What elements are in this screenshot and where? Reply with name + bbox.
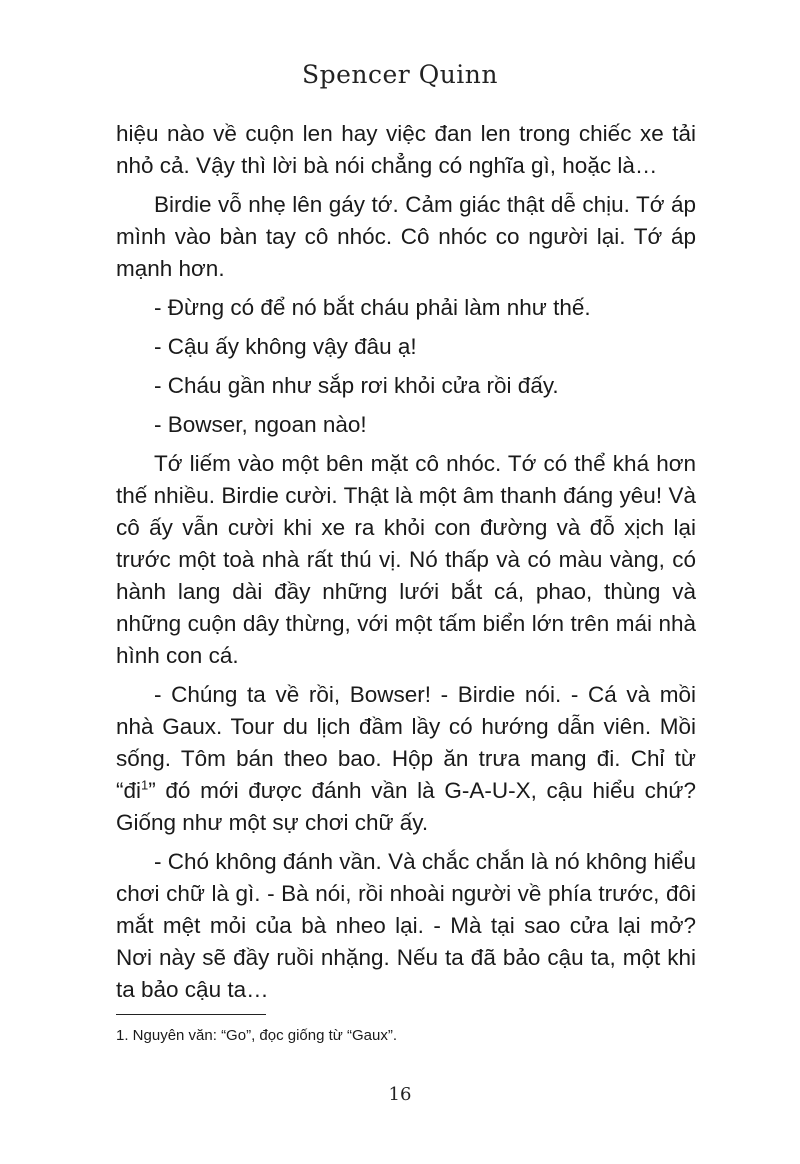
dialogue-line: - Cậu ấy không vậy đâu ạ! — [154, 334, 417, 359]
paragraph: Tớ liếm vào một bên mặt cô nhóc. Tớ có thể khá hơn thế nhiều. Birdie cười. Thật là một âm thanh đáng yêu! Và cô ấy vẫn cười khi xe ra khỏi con đường và đỗ xịch lại trước một toà nhà rất thú vị. Nó thấp và có màu vàng, có hành lang dài đầy những lưới bắt cá, phao, thùng và những cuộn dây thừng, với một tấm biển lớn trên mái nhà hình con cá. — [116, 451, 696, 668]
footnote: 1. Nguyên văn: “Go”, đọc giống từ “Gaux”. — [116, 1027, 398, 1044]
dialogue-line: - Cháu gần như sắp rơi khỏi cửa rồi đấy. — [154, 373, 559, 398]
running-head-title: Spencer Quinn — [301, 60, 498, 89]
paragraph: - Chó không đánh vần. Và chắc chắn là nó không hiểu chơi chữ là gì. - Bà nói, rồi nhoài người về phía trước, đôi mắt mệt mỏi của bà nheo lại. - Mà tại sao cửa lại mở? Nơi này sẽ đầy ruồi nhặng. Nếu ta đã bảo cậu ta, một khi ta bảo cậu ta… — [116, 849, 696, 1002]
paragraph-text-part: ” đó mới được đánh vần là G-A-U-X, cậu hiểu chứ? Giống như một sự chơi chữ ấy. — [116, 778, 696, 835]
dialogue-line: - Đừng có để nó bắt cháu phải làm như thế. — [154, 295, 591, 320]
paragraph-continuation: hiệu nào về cuộn len hay việc đan len trong chiếc xe tải nhỏ cả. Vậy thì lời bà nói chẳng có nghĩa gì, hoặc là… — [116, 121, 696, 178]
dialogue-line: - Bowser, ngoan nào! — [154, 412, 367, 437]
footnote-reference: 1 — [141, 777, 149, 793]
body-text — [116, 118, 696, 1013]
paragraph-text-part: - Chúng ta về rồi, Bowser! - Birdie nói. - Cá và mồi nhà Gaux. Tour du lịch đầm lầy có hướng dẫn viên. Mồi sống. Tôm bán theo bao. Hộp ăn trưa mang đi. Chỉ từ “đi — [116, 682, 696, 803]
paragraph-with-footnote-mark — [116, 679, 696, 839]
page-number: 16 — [388, 1084, 412, 1105]
paragraph: Birdie vỗ nhẹ lên gáy tớ. Cảm giác thật dễ chịu. Tớ áp mình vào bàn tay cô nhóc. Cô nhóc co người lại. Tớ áp mạnh hơn. — [116, 192, 696, 281]
footnote-divider — [116, 1014, 266, 1015]
